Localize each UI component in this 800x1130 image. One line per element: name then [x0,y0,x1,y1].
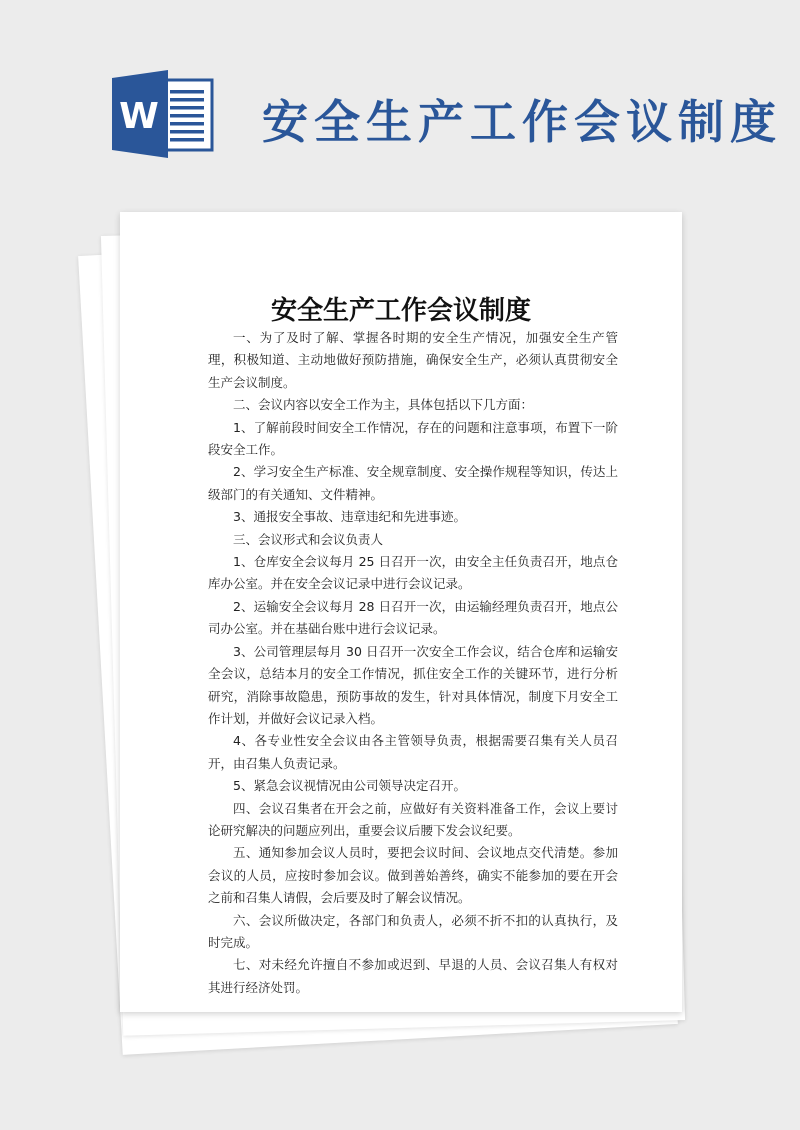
paragraph: 七、对未经允许擅自不参加或迟到、早退的人员、会议召集人有权对其进行经济处罚。 [208,957,618,995]
paragraph: 1、仓库安全会议每月 25 日召开一次，由安全主任负责召开，地点仓库办公室。并在安全会议记录中进行会议记录。 [208,554,618,592]
paragraph: 四、会议召集者在开会之前，应做好有关资料准备工作，会议上要讨论研究解决的问题应列出，重要会议后腰下发会议纪要。 [208,800,618,838]
paragraph: 二、会议内容以安全工作为主，具体包括以下几方面： [233,397,534,413]
document-title: 安全生产工作会议制度 [270,296,531,326]
paragraph: 五、通知参加会议人员时，要把会议时间、会议地点交代清楚。参加会议的人员，应按时参加会议。做到善始善终，确实不能参加的要在开会之前和召集人请假，会后要及时了解会议情况。 [208,845,618,906]
document-page [120,212,682,1012]
document-body [208,327,618,999]
paragraph: 2、运输安全会议每月 28 日召开一次，由运输经理负责召开，地点公司办公室。并在基础台账中进行会议记录。 [208,598,618,637]
word-logo-icon [112,70,216,158]
paragraph: 4、各专业性安全会议由各主管领导负责，根据需要召集有关人员召开，由召集人负责记录。 [208,733,618,771]
paragraph: 1、了解前段时间安全工作情况，存在的问题和注意事项，布置下一阶段安全工作。 [208,419,618,458]
paragraph: 3、公司管理层每月 30 日召开一次安全工作会议，结合仓库和运输安全会议，总结本月的安全工作情况，抓住安全工作的关键环节，进行分析研究，消除事故隐患，预防事故的发生，针对具体情况，制度下月安全工作计划，并做好会议记录入档。 [208,643,618,726]
paragraph: 六、会议所做决定，各部门和负责人，必须不折不扣的认真执行，及时完成。 [208,912,618,950]
paragraph: 5、紧急会议视情况由公司领导决定召开。 [233,778,466,794]
banner-title: 安全生产工作会议制度 [262,95,782,149]
paragraph: 三、会议形式和会议负责人 [233,531,384,547]
paragraph: 一、为了及时了解、掌握各时期的安全生产情况，加强安全生产管理，积极知道、主动地做好预防措施，确保安全生产，必须认真贯彻安全生产会议制度。 [208,330,618,390]
word-logo-letter: W [119,96,159,137]
paragraph: 3、通报安全事故、违章违纪和先进事迹。 [233,509,466,525]
paragraph: 2、学习安全生产标准、安全规章制度、安全操作规程等知识，传达上级部门的有关通知、文件精神。 [208,464,618,502]
